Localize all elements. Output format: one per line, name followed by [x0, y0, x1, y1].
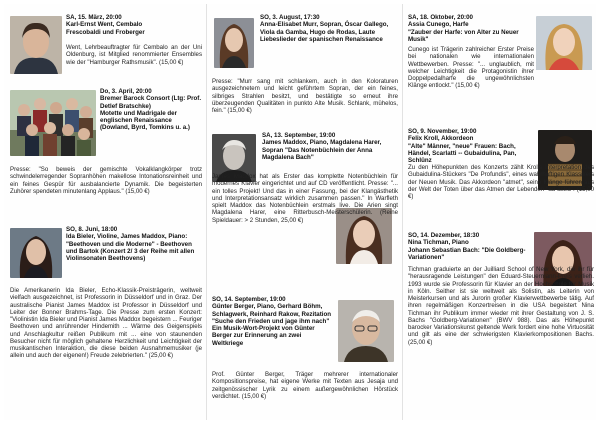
event-description: Tichman graduierte an der Juilliard School of New York, die ihr für "herausragende Leistungen" den Eduard-Steuermann-Preis verlieh. 1993 wurde sie Professorin für Klavier an der Hochschule für Musik in Köln. Seither ist sie weltweit als Solistin, als Leiterin von Meisterkursen und als Jurorin großer Klavierwettbewerbe tätig. Auf ihren regelmäßigen Konzertreisen in die USA begeistert Nina Tichman ihr Publikum immer wieder mit ihrer Gestaltung von J. S. Bachs "Goldberg-Variationen" (BWV 988). Das als Höhepunkt barocker Variationskunst geltende Werk fordert eine hohe Virtuosität und gilt als eine der schwierigsten Klavierkompositionen Bachs. (25,00 €) [408, 266, 594, 346]
performer-photo [10, 228, 62, 278]
event-description: Prof. Günter Berger, Träger mehrerer internationaler Kompositionspreise, hat eigene Werke mit Texten aus Jesaja und zeitgenössischer Lyrik zu einem außergewöhnlichen Hörstück verdichtet. (15,00 €) [212, 371, 398, 400]
performer-photo [10, 90, 96, 156]
event-description: Went, Lehrbeauftragter für Cembalo an der Uni Oldenburg, ist Mitglied renommierter Ensembles wie der "Hamburger Rathsmusik". (15,00 €) [66, 44, 202, 66]
performer-photo [214, 18, 254, 68]
concert-program-page [4, 4, 596, 420]
event-description: James Maddox hat als Erster das komplette Notenbüchlein für modernes Klavier eingerichtet und auf CD veröffentlicht. Presse: "... ein tolles Projekt! Und das in einer Fassung, bei der Klangästhetik und Interpretationsansatz wirklich zusammen passen." In Warfleth spielt Maddox das Notenbüchlein erstmals live. Die Arien singt Magdalena Harer, eine Ritterbusch-Meisterschülerin. (Reine Spieldauer: > 2 Stunden, 25,00 €) [212, 173, 398, 224]
event-heading: SO, 14. September, 19:00 Günter Berger, Piano, Gerhard Böhm, Schlagwerk, Reinhard Rakow, Rezitation "Suche den Frieden und jage ihm nach" Ein Musik-Wort-Projekt von Günter Berger zur Erinnerung an zwei Weltkriege [212, 296, 332, 347]
event-heading: Do, 3. April, 20:00 Bremer Barock Consort (Ltg: Prof. Detlef Bratschke) Motette und Madrigale der englischen Renaissance (Dowland, Byrd, Tomkins u. a.) [100, 88, 202, 132]
event-bremer [10, 88, 202, 158]
event-berger [212, 296, 398, 368]
column-divider [402, 4, 403, 420]
event-heading: SO, 3. August, 17:30 Anna-Elisabet Murr, Sopran, Óscar Gallego, Viola da Gamba, Hugo de Rodas, Laute Liebeslieder der spanischen Renaissance [260, 14, 389, 43]
event-description: Presse: "Murr sang mit schlankem, auch in den Koloraturen ausgezeichnetem und leicht geführtem Sopran, der ein feines, silbriges Strahlen besitzt, und bestätigte so erneut ihre überzeugenden Qualitäten in punkto Alte Musik. Schlank, mühelos, fein." (15,00 €) [212, 78, 398, 114]
event-heading: SA, 13. September, 19:00 James Maddox, Piano, Magdalena Harer, Sopran "Das Notenbüchlein der Anna Magdalena Bach" [262, 132, 382, 161]
column-right [408, 4, 594, 420]
event-heading: SA, 15. März, 20:00 Karl-Ernst Went, Cembalo Frescobaldi und Froberger [66, 14, 145, 36]
event-description: Cunego ist Trägerin zahlreicher Erster Preise bei nationalen wie internationalen Wettbewerben. Presse: "... unglaublich, mit welcher Leichtigkeit die Protagonistin ihrer Doppelpedalharfe die ungewöhnlichsten Klänge entlockt." (15,00 €) [408, 46, 534, 90]
event-murr [212, 14, 398, 74]
performer-photo [536, 16, 592, 70]
event-description: Zu den Höhepunkten des Konzerts zählt Krolls Interpretation des Gubaidulina-Stückers "De Profundis", eines wahrhaftigen Klassikers der Neuen Musik. Das Akkordeon "atmet", seine Klänge führen aus der Welt der Toten über das Atmen der Lebenden "ad astra". (15,00 €) [408, 164, 594, 200]
column-middle [212, 4, 398, 420]
event-description: Presse: "So beweis der gemischte Vokalklangkörper trotz schwindelerregender Sopranhöhen makellose Intonationsreinheit und ein feines Gespür für ausbalancierte Dynamik. Die begeisterten Zuhörer spendeten minutenlang Applaus." (15,00 €) [10, 166, 202, 195]
event-heading: SO, 14. Dezember, 18:30 Nina Tichman, Piano Johann Sebastian Bach: "Die Goldberg-Variationen" [408, 232, 526, 261]
column-divider [206, 4, 207, 420]
event-description: Die Amerikanerin Ida Bieler, Echo-Klassik-Preisträgerin, weltweit vielfach ausgezeichnet, ist Professorin in Düsseldorf und in Graz. Der australische Pianist James Maddox ist Professor in Düsseldorf und Leiter der Bonner Brahms-Tage. Die Presse zum ersten Konzert: "Violinistin Ida Bieler und Pianist James Maddox begeistern ... Feuriger Beethoven und anrührender Hindemith ... Wärme des Geigenspiels und Anschlagkultur reißen Publikum mit ... eine von staunenden Besucher nicht für möglich gehaltene Herzlichkeit und Leichtigkeit der musikantischen Interaktion, die diese beiden Ausnahmemusiker (je allein und auch der eigenen!) Freude zelebrierten." (25,00 €) [10, 287, 202, 360]
event-bieler [10, 226, 202, 282]
event-heading: SO, 9. November, 19:00 Felix Kroll, Akkordeon "Alte" Männer, "neue" Frauen: Bach, Händel, Scarlatti -- Gubaidulina, Pan, Schlünz [408, 128, 517, 165]
event-heading: SA, 18. Oktober, 20:00 Assia Cunego, Harfe "Zauber der Harfe: von Alter zu Neuer Musik" [408, 14, 519, 43]
performer-photo [338, 300, 394, 362]
performer-photo [10, 16, 62, 74]
column-left [10, 4, 202, 420]
event-heading: SO, 8. Juni, 18:00 Ida Bieler, Violine, James Maddox, Piano: "Beethoven und die Moderne" - Beethoven und Bartok (Konzert 2/ 3 der Reihe mit allen Violinsonaten Beethovens) [66, 226, 195, 263]
